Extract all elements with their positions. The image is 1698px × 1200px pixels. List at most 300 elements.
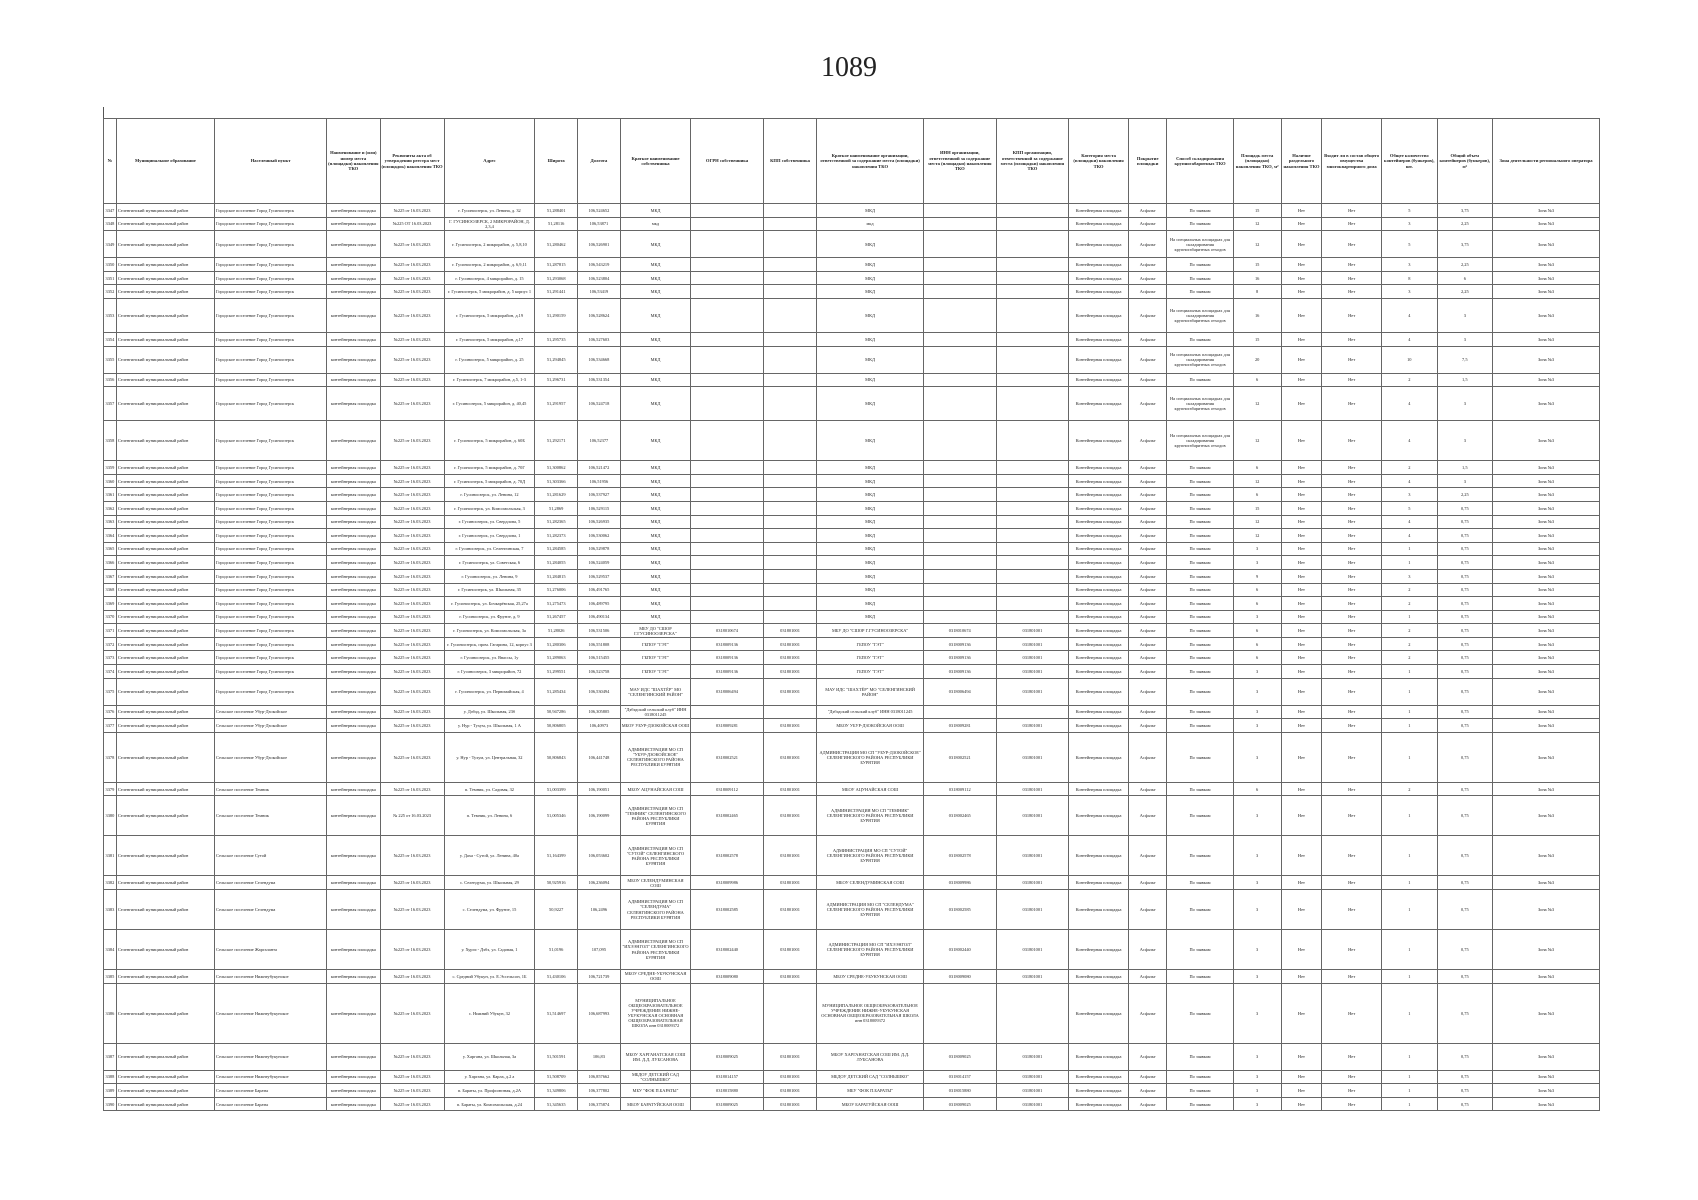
table-cell: МАУ ИДС "ШАХТЁР" МО "СЕЛЕНГИНСКИЙ РАЙОН" — [620, 678, 690, 705]
table-cell: №225 от 16.03.2023 — [380, 890, 444, 930]
table-cell — [923, 488, 996, 502]
table-cell: 106,375874 — [578, 1097, 621, 1111]
table-cell: №225 от 16.03.2023 — [380, 421, 444, 461]
table-cell: 3356 — [104, 373, 117, 387]
table-cell: 3379 — [104, 782, 117, 796]
table-cell: №225 от 16.03.2023 — [380, 556, 444, 570]
table-cell: Зона №3 — [1493, 930, 1600, 970]
table-cell: Зона №3 — [1493, 515, 1600, 529]
table-cell: Зона №3 — [1493, 387, 1600, 421]
table-cell: Зона №3 — [1493, 231, 1600, 258]
table-cell: 12 — [1233, 231, 1281, 258]
table-cell: По заявкам — [1167, 890, 1233, 930]
table-cell: Контейнерная площадка — [1069, 624, 1129, 638]
table-cell: МБДОУ ДЕТСКИЙ САД "СОЛНЫШКО" — [620, 1070, 690, 1084]
table-cell: Нет — [1281, 556, 1322, 570]
table-cell: 2 — [1382, 637, 1438, 651]
table-cell: контейнерная площадка — [327, 890, 380, 930]
table-cell: 3 — [1233, 719, 1281, 733]
table-cell: МУНИЦИПАЛЬНОЕ ОБЩЕОБРАЗОВАТЕЛЬНОЕ УЧРЕЖДЕНИЕ НИЖНЕ-УБУКУНСКАЯ ОСНОВНАЯ ОБЩЕОБРАЗОВАТЕЛЬНАЯ ШКОЛА инн 0318009372 — [620, 983, 690, 1043]
table-cell: 12 — [1233, 515, 1281, 529]
table-cell: 1 — [1382, 796, 1438, 836]
table-cell: 50,9227 — [535, 890, 578, 930]
table-cell: Нет — [1322, 373, 1382, 387]
table-cell: Нет — [1322, 271, 1382, 285]
table-row — [104, 1070, 1600, 1084]
table-cell: №225 от 16.03.2023 — [380, 285, 444, 299]
table-cell: Нет — [1281, 271, 1322, 285]
table-cell: 0,75 — [1437, 890, 1493, 930]
table-cell: №225 от 16.03.2023 — [380, 836, 444, 876]
table-cell: 031801001 — [763, 678, 816, 705]
table-cell: №225 от 16.03.2023 — [380, 624, 444, 638]
table-cell: Асфальт — [1128, 705, 1166, 719]
table-cell: Нет — [1281, 421, 1322, 461]
table-cell: №225 от 16.03.2023 — [380, 876, 444, 890]
table-cell: Зона №3 — [1493, 258, 1600, 272]
table-cell: 0318009136 — [923, 665, 996, 679]
table-cell: Городское поселение Город Гусиноозерск — [215, 610, 327, 624]
table-cell: 0318002585 — [691, 890, 764, 930]
table-cell: Зона №3 — [1493, 782, 1600, 796]
table-cell — [923, 529, 996, 543]
table-cell: контейнерная площадка — [327, 876, 380, 890]
table-cell: Городское поселение Город Гусиноозерск — [215, 624, 327, 638]
table-cell: Нет — [1322, 204, 1382, 218]
table-cell: 3 — [1233, 836, 1281, 876]
table-cell: Нет — [1322, 890, 1382, 930]
table-cell: №225 от 16.03.2023 — [380, 488, 444, 502]
table-cell: Городское поселение Город Гусиноозерск — [215, 637, 327, 651]
table-cell: АДМИНИСТРАЦИЯ МО СП "ТЕМНИК" СЕЛЕНГИНСКОГО РАЙОНА РЕСПУБЛИКИ БУРЯТИЯ — [817, 796, 924, 836]
column-header: Населенный пункт — [215, 119, 327, 204]
table-cell: Нет — [1322, 569, 1382, 583]
table-cell: На специальных площадках для складирования крупногабаритных отходов — [1167, 421, 1233, 461]
table-cell: МКД — [817, 474, 924, 488]
table-cell: №225 от 16.03.2023 — [380, 515, 444, 529]
table-cell: Зона №3 — [1493, 529, 1600, 543]
table-cell: 0,75 — [1437, 637, 1493, 651]
table-cell: По заявкам — [1167, 719, 1233, 733]
table-cell: МКД — [620, 258, 690, 272]
table-cell: 0,75 — [1437, 1070, 1493, 1084]
table-cell: Нет — [1281, 285, 1322, 299]
table-cell: Зона №3 — [1493, 556, 1600, 570]
table-cell: Нет — [1322, 1070, 1382, 1084]
table-cell: Нет — [1322, 1097, 1382, 1111]
table-cell — [691, 529, 764, 543]
column-header: КПП организации, ответственной за содержание места (площадки) накопления ТКО — [996, 119, 1069, 204]
table-cell: На специальных площадках для складирования крупногабаритных отходов — [1167, 231, 1233, 258]
table-cell: контейнерная площадка — [327, 983, 380, 1043]
table-cell: МКД — [620, 474, 690, 488]
table-cell: 15 — [1233, 258, 1281, 272]
table-cell: Селенгинский муниципальный район — [116, 556, 214, 570]
table-cell: контейнерная площадка — [327, 217, 380, 231]
table-cell: Нет — [1322, 217, 1382, 231]
table-cell: 106,491765 — [578, 583, 621, 597]
table-cell: Зона №3 — [1493, 890, 1600, 930]
table-row — [104, 488, 1600, 502]
table-cell: По заявкам — [1167, 624, 1233, 638]
table-cell — [763, 231, 816, 258]
table-cell: 3374 — [104, 665, 117, 679]
table-cell: 7,5 — [1437, 346, 1493, 373]
table-cell: 0318009080 — [691, 970, 764, 984]
table-cell: 106,529878 — [578, 542, 621, 556]
table-cell: контейнерная площадка — [327, 258, 380, 272]
table-cell: 106,190051 — [578, 782, 621, 796]
table-cell: Городское поселение Город Гусиноозерск — [215, 665, 327, 679]
table-cell — [691, 610, 764, 624]
table-cell: ГБПОУ "ГЭТ" — [817, 665, 924, 679]
table-cell: МКД — [817, 271, 924, 285]
table-cell: 12 — [1233, 217, 1281, 231]
table-cell: 2 — [1382, 651, 1438, 665]
table-cell: 0,75 — [1437, 651, 1493, 665]
table-cell: Нет — [1322, 597, 1382, 611]
table-cell: Контейнерная площадка — [1069, 298, 1129, 332]
table-cell: 1 — [1382, 678, 1438, 705]
table-cell: 50,806843 — [535, 732, 578, 782]
table-cell: 2 — [1382, 597, 1438, 611]
table-cell: №225 от 16.03.2023 — [380, 983, 444, 1043]
table-cell: №225 от 16.03.2023 — [380, 569, 444, 583]
table-cell: 51,349806 — [535, 1084, 578, 1098]
table-cell: Асфальт — [1128, 387, 1166, 421]
table-cell: Селенгинский муниципальный район — [116, 782, 214, 796]
table-row — [104, 387, 1600, 421]
table-cell: Контейнерная площадка — [1069, 231, 1129, 258]
table-cell: По заявкам — [1167, 515, 1233, 529]
table-cell: 50,947286 — [535, 705, 578, 719]
table-cell — [691, 373, 764, 387]
table-cell: По заявкам — [1167, 529, 1233, 543]
table-cell: 0,75 — [1437, 665, 1493, 679]
table-cell: Зона №3 — [1493, 542, 1600, 556]
table-cell: 106,53871 — [578, 217, 621, 231]
table-cell: 6 — [1233, 651, 1281, 665]
table-cell: 031801001 — [996, 1070, 1069, 1084]
table-cell: №225 от 16.03.2023 — [380, 529, 444, 543]
table-cell: мкд — [817, 217, 924, 231]
table-cell: Селенгинский муниципальный район — [116, 217, 214, 231]
table-cell: 51,0196 — [535, 930, 578, 970]
table-cell: г. Гусиноозерск, 5 микрорайон, д. 60Б — [444, 421, 535, 461]
column-header: № — [104, 119, 117, 204]
table-cell: МБОУ СЕЛЕНДУМИНСКАЯ СОШ — [817, 876, 924, 890]
table-cell: 106,490134 — [578, 610, 621, 624]
table-cell: Зона №3 — [1493, 461, 1600, 475]
table-cell — [691, 461, 764, 475]
table-cell: 3367 — [104, 569, 117, 583]
table-cell: Нет — [1281, 542, 1322, 556]
table-cell: Нет — [1281, 217, 1322, 231]
table-cell: г. Гусиноозерск, 5 микрорайон, д. 5 корпус 1 — [444, 285, 535, 299]
table-cell: По заявкам — [1167, 597, 1233, 611]
table-row — [104, 204, 1600, 218]
table-cell: 3375 — [104, 678, 117, 705]
table-cell: 0,75 — [1437, 1084, 1493, 1098]
table-cell: По заявкам — [1167, 678, 1233, 705]
table-cell: 106,524059 — [578, 556, 621, 570]
table-cell: №225 от 16.03.2023 — [380, 387, 444, 421]
table-cell: 0318009136 — [691, 637, 764, 651]
table-cell: Контейнерная площадка — [1069, 217, 1129, 231]
table-cell: Зона №3 — [1493, 346, 1600, 373]
table-cell: 3362 — [104, 501, 117, 515]
table-cell: №225 от 16.03.2023 — [380, 461, 444, 475]
table-cell: Нет — [1322, 782, 1382, 796]
table-cell: 3373 — [104, 651, 117, 665]
table-cell: Зона №3 — [1493, 970, 1600, 984]
table-cell: г. Гусиноозерск, ул. Ленина, д. 32 — [444, 204, 535, 218]
table-cell: 1 — [1382, 665, 1438, 679]
table-cell — [763, 569, 816, 583]
table-cell: Нет — [1322, 583, 1382, 597]
table-cell: Контейнерная площадка — [1069, 1097, 1129, 1111]
table-cell: МКД — [817, 610, 924, 624]
table-cell: Селенгинский муниципальный район — [116, 488, 214, 502]
table-cell: 15 — [1233, 501, 1281, 515]
table-cell: №225 от 16.03.2023 — [380, 732, 444, 782]
table-cell: 3355 — [104, 346, 117, 373]
table-cell: с. Селендума, ул. Школьная, 29 — [444, 876, 535, 890]
table-cell: 0318009136 — [691, 651, 764, 665]
table-cell: Контейнерная площадка — [1069, 836, 1129, 876]
table-cell — [996, 474, 1069, 488]
table-cell: 1 — [1382, 1070, 1438, 1084]
table-cell: Нет — [1322, 1084, 1382, 1098]
table-cell: Контейнерная площадка — [1069, 529, 1129, 543]
table-cell: 031801001 — [763, 782, 816, 796]
table-cell: Нет — [1322, 796, 1382, 836]
table-cell: Нет — [1281, 651, 1322, 665]
table-cell: г. Гусиноозерск, ул. Советская, 6 — [444, 556, 535, 570]
table-cell: 0318009080 — [923, 970, 996, 984]
table-cell: 0318009025 — [691, 1043, 764, 1070]
table-cell: ГБПОУ "ГЭТ" — [620, 665, 690, 679]
table-cell: 51,290159 — [535, 298, 578, 332]
table-cell — [996, 597, 1069, 611]
table-cell: Зона №3 — [1493, 1043, 1600, 1070]
table-cell: Зона №3 — [1493, 876, 1600, 890]
table-cell: ГБПОУ "ГЭТ" — [620, 637, 690, 651]
table-cell: Нет — [1322, 651, 1382, 665]
table-cell: 3377 — [104, 719, 117, 733]
table-cell: 1 — [1382, 890, 1438, 930]
table-cell: 3382 — [104, 876, 117, 890]
table-cell: Асфальт — [1128, 461, 1166, 475]
table-cell: контейнерная площадка — [327, 515, 380, 529]
table-cell: Городское поселение Город Гусиноозерск — [215, 678, 327, 705]
table-cell: Асфальт — [1128, 876, 1166, 890]
table-cell: №225 от 16.03.2023 — [380, 970, 444, 984]
table-cell — [996, 983, 1069, 1043]
table-cell: Сельское поселение Бараты — [215, 1097, 327, 1111]
table-cell: Селенгинский муниципальный район — [116, 204, 214, 218]
table-cell: По заявкам — [1167, 569, 1233, 583]
table-cell: г. Гусиноозерск, ул. Первомайская, 4 — [444, 678, 535, 705]
table-cell: Контейнерная площадка — [1069, 583, 1129, 597]
table-cell — [996, 298, 1069, 332]
table-cell: Нет — [1281, 387, 1322, 421]
table-cell: 106,236094 — [578, 876, 621, 890]
table-cell: 0,75 — [1437, 1097, 1493, 1111]
table-cell — [691, 705, 764, 719]
table-cell: 0,75 — [1437, 529, 1493, 543]
table-cell: Асфальт — [1128, 204, 1166, 218]
table-cell: Нет — [1281, 876, 1322, 890]
table-cell: Зона №3 — [1493, 501, 1600, 515]
table-cell: г. Гусиноозерск, 3 микрорайон, 72 — [444, 665, 535, 679]
table-cell: 0,75 — [1437, 515, 1493, 529]
table-cell: 3368 — [104, 583, 117, 597]
table-cell: Сельское поселение Нижнеубукунское — [215, 1070, 327, 1084]
table-cell: Селенгинский муниципальный район — [116, 515, 214, 529]
table-cell — [996, 421, 1069, 461]
table-cell: 3357 — [104, 387, 117, 421]
table-cell — [996, 204, 1069, 218]
table-cell — [923, 474, 996, 488]
table-cell: 4 — [1382, 515, 1438, 529]
table-cell: Селенгинский муниципальный район — [116, 651, 214, 665]
table-cell: 51,003399 — [535, 782, 578, 796]
table-cell: №225 от 16.03.2023 — [380, 1043, 444, 1070]
table-cell: Контейнерная площадка — [1069, 782, 1129, 796]
table-cell: 031801001 — [763, 930, 816, 970]
table-cell: Селенгинский муниципальный район — [116, 983, 214, 1043]
table-cell — [996, 387, 1069, 421]
table-row — [104, 610, 1600, 624]
table-cell: 031801001 — [996, 836, 1069, 876]
table-cell: 0,75 — [1437, 876, 1493, 890]
column-header: Муниципальное образование — [116, 119, 214, 204]
register-table-wrapper — [103, 118, 1600, 1111]
table-cell: МБОУ АЦУНАЙСКАЯ СОШ — [817, 782, 924, 796]
table-cell — [691, 298, 764, 332]
table-cell: ГБПОУ "ГЭТ" — [817, 637, 924, 651]
table-cell: 3370 — [104, 610, 117, 624]
table-cell: 16 — [1233, 298, 1281, 332]
table-cell: Нет — [1322, 332, 1382, 346]
table-cell: контейнерная площадка — [327, 637, 380, 651]
table-cell — [996, 583, 1069, 597]
table-cell: Нет — [1322, 637, 1382, 651]
table-cell: 5 — [1382, 204, 1438, 218]
table-cell: Асфальт — [1128, 346, 1166, 373]
table-cell: Асфальт — [1128, 332, 1166, 346]
table-cell: 4 — [1382, 298, 1438, 332]
table-cell: 0,75 — [1437, 678, 1493, 705]
table-cell: АДМИНИСТРАЦИЯ МО СП "ИХЭЭНГОЛ" СЕЛЕНГИНСКОГО РАЙОНА РЕСПУБЛИКИ БУРЯТИЯ — [620, 930, 690, 970]
table-cell — [996, 610, 1069, 624]
table-cell: По заявкам — [1167, 983, 1233, 1043]
table-cell: По заявкам — [1167, 836, 1233, 876]
table-cell — [923, 346, 996, 373]
table-cell: 0,75 — [1437, 610, 1493, 624]
table-cell: контейнерная площадка — [327, 271, 380, 285]
table-cell: 8 — [1233, 285, 1281, 299]
table-cell: 51,345635 — [535, 1097, 578, 1111]
table-cell: АДМИНИСТРАЦИЯ МО СП "ИХЭЭНГОЛ" СЕЛЕНГИНСКОГО РАЙОНА РЕСПУБЛИКИ БУРЯТИЯ — [817, 930, 924, 970]
table-cell — [763, 373, 816, 387]
table-cell: Сельское поселение Убур-Дзокойское — [215, 719, 327, 733]
table-cell: Асфальт — [1128, 373, 1166, 387]
table-cell: г. Гусиноозерск, 5 микрорайон, д. 25 — [444, 346, 535, 373]
table-cell: 106,721739 — [578, 970, 621, 984]
table-row — [104, 298, 1600, 332]
table-cell: 106,687993 — [578, 983, 621, 1043]
table-cell: 4 — [1382, 474, 1438, 488]
table-cell: №225 от 16.03.2023 — [380, 583, 444, 597]
table-cell: 3384 — [104, 930, 117, 970]
table-cell: Нет — [1322, 387, 1382, 421]
table-cell: 3 — [1233, 705, 1281, 719]
table-cell — [691, 983, 764, 1043]
table-body — [104, 204, 1600, 1111]
table-cell: контейнерная площадка — [327, 298, 380, 332]
table-cell: 51,514697 — [535, 983, 578, 1043]
table-cell: Контейнерная площадка — [1069, 501, 1129, 515]
table-cell: МБОУ УБУР-ДЗОКОЙСКАЯ ООШ — [817, 719, 924, 733]
table-cell: 51,291957 — [535, 387, 578, 421]
table-cell: По заявкам — [1167, 501, 1233, 515]
table-cell: Зона №3 — [1493, 332, 1600, 346]
table-cell: 3 — [1233, 983, 1281, 1043]
table-cell: Селенгинский муниципальный район — [116, 732, 214, 782]
table-cell: контейнерная площадка — [327, 624, 380, 638]
table-cell: №225 от 16.03.2023 — [380, 705, 444, 719]
table-cell: Нет — [1281, 515, 1322, 529]
column-header: Наименование и (или) номер места (площадки) накопления ТКО — [327, 119, 380, 204]
table-cell: 3389 — [104, 1084, 117, 1098]
table-cell: 106,52377 — [578, 421, 621, 461]
table-cell: Селенгинский муниципальный район — [116, 231, 214, 258]
table-cell: 3351 — [104, 271, 117, 285]
table-cell: Зона №3 — [1493, 373, 1600, 387]
table-cell: 3 — [1233, 542, 1281, 556]
table-cell: 51,284055 — [535, 556, 578, 570]
table-cell: Городское поселение Город Гусиноозерск — [215, 597, 327, 611]
table-cell: МКД — [817, 501, 924, 515]
table-cell: Селенгинский муниципальный район — [116, 890, 214, 930]
table-cell: Нет — [1281, 204, 1322, 218]
table-cell: На специальных площадках для складирования крупногабаритных отходов — [1167, 346, 1233, 373]
table-cell: Городское поселение Город Гусиноозерск — [215, 231, 327, 258]
table-row — [104, 569, 1600, 583]
table-cell: Нет — [1281, 474, 1322, 488]
table-cell: Зона №3 — [1493, 796, 1600, 836]
table-cell — [691, 387, 764, 421]
table-cell: Нет — [1322, 719, 1382, 733]
table-cell: 0,75 — [1437, 597, 1493, 611]
table-cell: Селенгинский муниципальный район — [116, 387, 214, 421]
table-cell — [691, 421, 764, 461]
table-cell: АДМИНИСТРАЦИЯ МО СП "СЕЛЕНДУМА" СЕЛЕНГИНСКОГО РАЙОНА РЕСПУБЛИКИ БУРЯТИЯ — [620, 890, 690, 930]
table-cell — [923, 501, 996, 515]
table-cell — [691, 258, 764, 272]
column-header: Наличие раздельного накопления ТКО — [1281, 119, 1322, 204]
table-cell: Городское поселение Город Гусиноозерск — [215, 488, 327, 502]
table-row — [104, 1084, 1600, 1098]
table-cell: По заявкам — [1167, 610, 1233, 624]
table-cell: №225 от 16.03.2023 — [380, 204, 444, 218]
table-row — [104, 732, 1600, 782]
table-cell: 106,305805 — [578, 705, 621, 719]
table-cell: Нет — [1281, 529, 1322, 543]
table-cell: Нет — [1322, 231, 1382, 258]
